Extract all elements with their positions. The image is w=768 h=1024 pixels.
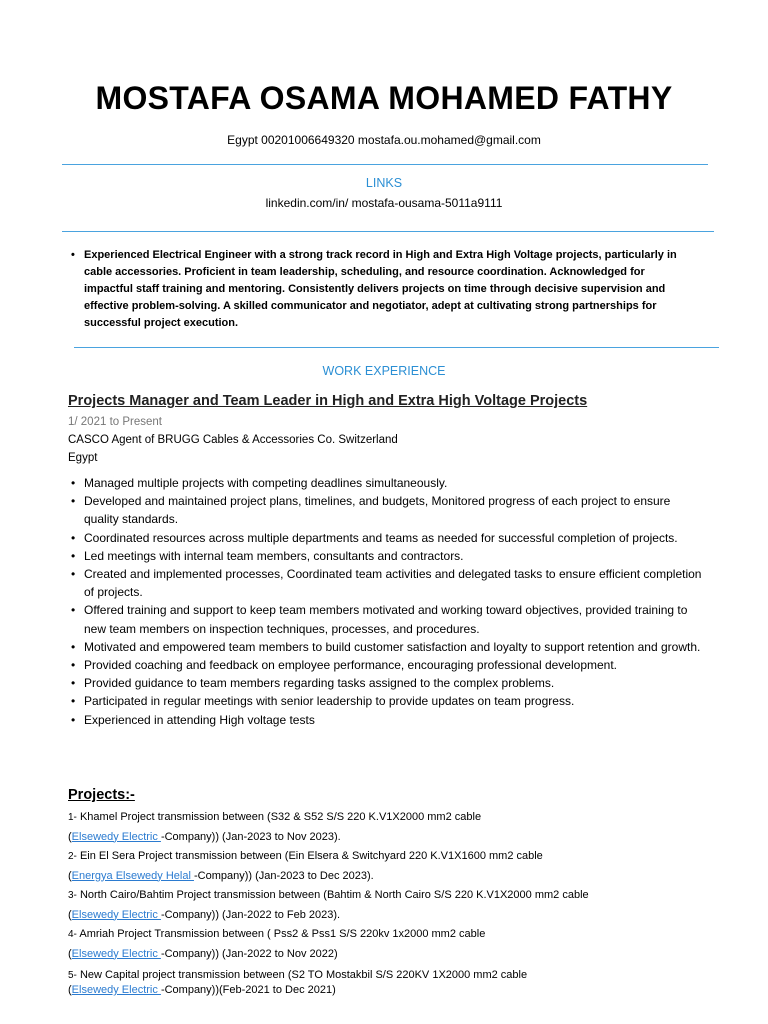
- project-item: 4- Amriah Project Transmission between ( Pss2 & Pss1 S/S 220kv 1x2000 mm2 cable (Elsewedy Electric -Company)) (Jan-2022 to Nov 2022): [68, 928, 486, 960]
- company-link[interactable]: Elsewedy Electric: [71, 984, 161, 996]
- job-country: Egypt: [68, 452, 98, 464]
- project-item: 1- Khamel Project transmission between (S32 & S52 S/S 220 K.V1X2000 mm2 cable (Elsewedy Electric -Company)) (Jan-2023 to Nov 2023).: [68, 811, 482, 843]
- list-item: • Experienced in attending High voltage tests: [84, 711, 704, 729]
- divider: [62, 231, 714, 232]
- bullet-icon: •: [71, 249, 75, 261]
- projects-heading: Projects:-: [68, 787, 135, 803]
- list-item: • Managed multiple projects with competing deadlines simultaneously.: [84, 474, 704, 492]
- list-item: • Developed and maintained project plans, timelines, and budgets, Monitored progress of each project to ensure quality standards.: [71, 494, 671, 527]
- company-link[interactable]: Elsewedy Electric: [71, 908, 161, 921]
- job-company: CASCO Agent of BRUGG Cables & Accessories Co. Switzerland: [68, 434, 398, 446]
- contact-line: Egypt 00201006649320 mostafa.ou.mohamed@gmail.com: [227, 133, 541, 147]
- candidate-name: MOSTAFA OSAMA MOHAMED FATHY: [95, 80, 673, 116]
- bullet-icon: •: [71, 712, 76, 727]
- bullet-icon: •: [71, 658, 76, 673]
- list-item: • Led meetings with internal team members, consultants and contractors.: [84, 547, 704, 565]
- company-link[interactable]: Energya Elsewedy Helal: [71, 869, 194, 882]
- duties-list: [71, 474, 704, 729]
- divider: [74, 347, 719, 348]
- list-item: • Participated in regular meetings with senior leadership to provide updates on team progress.: [84, 692, 704, 710]
- list-item: • Offered training and support to keep team members motivated and working toward objectives, provided training to new team members on inspection techniques, processes, and procedures.: [71, 603, 688, 636]
- bullet-icon: •: [71, 530, 76, 545]
- list-item: • Provided guidance to team members regarding tasks assigned to the complex problems.: [84, 674, 704, 692]
- bullet-icon: •: [71, 639, 76, 654]
- project-item: 5- New Capital project transmission between (S2 TO Mostakbil S/S 220KV 1X2000 mm2 cable (Elsewedy Electric -Company))(Feb-2021 to Dec 2021): [68, 969, 528, 996]
- linkedin-link[interactable]: linkedin.com/in/ mostafa-ousama-5011a9111: [265, 196, 503, 210]
- project-item: 3- North Cairo/Bahtim Project transmission between (Bahtim & North Cairo S/S 220 K.V1X2000 mm2 cable (Elsewedy Electric -Company)) (Jan-2022 to Feb 2023).: [68, 889, 589, 921]
- list-item: • Coordinated resources across multiple departments and teams as needed for successful completion of projects.: [84, 529, 704, 547]
- list-item: • Motivated and empowered team members to build customer satisfaction and loyalty to support retention and growth.: [84, 638, 704, 656]
- work-experience-heading: WORK EXPERIENCE: [322, 364, 446, 378]
- bullet-icon: •: [71, 676, 76, 691]
- company-link[interactable]: Elsewedy Electric: [71, 947, 161, 960]
- project-item: 2- Ein El Sera Project transmission between (Ein Elsera & Switchyard 220 K.V1X1600 mm2 cable (Energya Elsewedy Helal -Company)) (Jan-2023 to Dec 2023).: [68, 850, 543, 882]
- list-item: • Provided coaching and feedback on employee performance, encouraging professional development.: [84, 656, 704, 674]
- job-title: Projects Manager and Team Leader in High and Extra High Voltage Projects: [68, 393, 588, 409]
- divider: [62, 164, 708, 165]
- bullet-icon: •: [71, 476, 76, 490]
- job-date: 1/ 2021 to Present: [68, 416, 162, 428]
- bullet-icon: •: [71, 548, 76, 563]
- company-link[interactable]: Elsewedy Electric: [71, 830, 161, 843]
- bullet-icon: •: [71, 567, 76, 582]
- links-heading: LINKS: [365, 176, 403, 190]
- bullet-icon: •: [71, 494, 76, 509]
- list-item: • Created and implemented processes, Coordinated team activities and delegated tasks to ensure efficient completion of projects.: [71, 567, 702, 600]
- bullet-icon: •: [71, 603, 76, 618]
- bullet-icon: •: [71, 694, 76, 709]
- summary-text: Experienced Electrical Engineer with a strong track record in High and Extra High Voltage projects, particularly in cable accessories. Proficient in team leadership, scheduling, and resource coordination. Acknowledged for impactful staff training and mentoring. Consistently delivers projects on time through decisive supervision and effective problem-solving. A skilled communicator and negotiator, adept at cultivating strong partnerships for successful project execution.: [84, 249, 677, 329]
- summary-block: [71, 247, 696, 332]
